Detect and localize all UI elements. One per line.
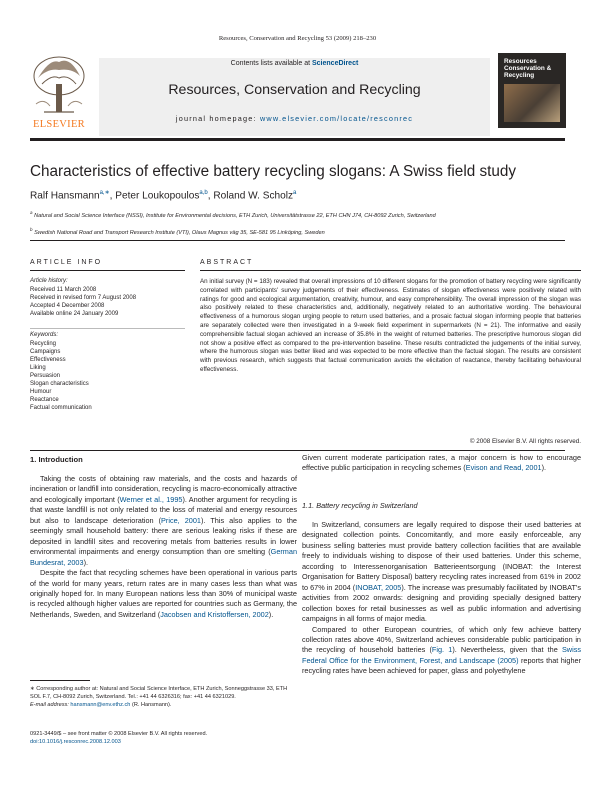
keywords-label: Keywords:: [30, 332, 59, 338]
author-affiliation-mark[interactable]: a: [293, 190, 297, 196]
keyword: Humour: [30, 389, 52, 395]
email-link[interactable]: hansmann@env.ethz.ch: [70, 701, 131, 708]
author-list: [30, 189, 565, 201]
keyword: Liking: [30, 365, 46, 371]
citation-link[interactable]: INOBAT, 2005: [355, 582, 402, 592]
elsevier-wordmark: ELSEVIER: [33, 119, 85, 130]
contents-line: [99, 60, 490, 67]
footnote-rule: [30, 680, 90, 681]
author-name: , Peter Loukopoulos: [109, 190, 200, 202]
author-affiliation-mark[interactable]: a,∗: [99, 190, 110, 196]
citation-link[interactable]: Werner et al., 1995: [119, 494, 183, 504]
email-label: E-mail address:: [30, 701, 69, 708]
keyword: Recycling: [30, 341, 57, 347]
paragraph: Despite the fact that recycling schemes have been operational in various parts of the world for many years, return rates are in many cases less than what was originally hoped for. In many European nations less than 30% of municipal waste is recycled although higher values are reported for countries such as Germany, the Netherlands, Sweden, and Switzerland (Jacobsen and Kristoffersen, 2002).: [30, 568, 297, 619]
citation-link[interactable]: German Bundesrat, 2003: [30, 547, 297, 567]
author-name: Ralf Hansmann: [30, 190, 100, 202]
keyword: Persuasion: [30, 373, 61, 379]
email-after: (R. Hansmann).: [130, 701, 172, 708]
keyword: Reactance: [30, 397, 59, 403]
citation-link[interactable]: Jacobsen and Kristoffersen, 2002: [160, 609, 269, 619]
header-rule: [30, 138, 565, 141]
footnote-text: ∗ Corresponding author at: Natural and Social Science Interface, ETH Zurich, Sonneggstrasse 33, ETH SOL F.7, CH-8092 Zurich, Switzerland. Tel.: +41 44 6326316; fax: +41 44 6321029.: [30, 686, 288, 700]
author-name: , Roland W. Scholz: [207, 190, 294, 202]
abstract-rule: [200, 270, 581, 271]
homepage-prefix: journal homepage:: [175, 114, 260, 123]
page-footer: [30, 730, 298, 746]
affiliation-text: Swedish National Road and Transport Research Institute (VTI), Olaus Magnus väg 35, SE-581 95 Linköping, Sweden: [34, 229, 325, 236]
keyword: Slogan characteristics: [30, 381, 89, 387]
elsevier-logo: [30, 54, 88, 130]
paragraph: Compared to other European countries, of which only few achieve battery collection rates above 40%, Switzerland achieves considerable public participation in the recycling of household batteries (Fig. 1). Nevertheless, given that the Swiss Federal Office for the Environment, Forest, and Landscape (2005) reports that higher recycling rates have been achieved for paper, glass and polyethylene: [302, 624, 581, 676]
footnote-email-line: [30, 702, 298, 710]
running-header: Resources, Conservation and Recycling 53 (2009) 218–230: [218, 35, 377, 42]
contents-prefix: Contents lists available at: [230, 60, 312, 67]
article-info-rule: [30, 270, 185, 271]
affiliation-rule: [30, 240, 565, 241]
affiliation-a: [30, 209, 565, 220]
info-divider: [30, 328, 185, 329]
homepage-link[interactable]: www.elsevier.com/locate/resconrec: [259, 114, 414, 123]
abstract-text: An initial survey (N = 183) revealed that overall impressions of 10 different slogans for the promotion of battery recycling were significantly correlated with participants' survey judgements of their effectiveness. Estimates of slogan effectiveness were positively related with ratings for good and ecological argumentation, creativity, humour, and easy comprehensibility. The overall impression of the slogan was also positively related to these characteristics and, additionally, negatively related to an authoritative wording. The behavioural effectiveness of a humorous slogan urging people to return used batteries, and a prosaic factual slogan informing people that batteries are separately collected were then investigated in a 9-week field experiment in supermarkets (N = 21). The informative and easily comprehensible factual slogan achieved an increase of 35.8% in the weight of returned batteries. The prescriptive humorous slogan did not show a positive effect as compared to the pre-intervention baseline. These results contradicted the judgements of the initial survey, where the humorous slogan was better liked and was expected to be more effective than the factual slogan. The results are consistent with previous research, which suggests that factual communication avoids the elicitation of reactance, thereby facilitating behavioural effectiveness.: [200, 278, 581, 373]
abstract-bottom-rule: [30, 450, 565, 451]
sciencedirect-link[interactable]: ScienceDirect: [312, 60, 359, 67]
affiliation-mark: b: [30, 227, 33, 232]
keyword: Effectiveness: [30, 357, 66, 363]
doi-link[interactable]: doi:10.1016/j.resconrec.2008.12.003: [30, 739, 121, 745]
history-line: Received 11 March 2008: [30, 287, 97, 293]
affiliation-b: [30, 226, 565, 237]
right-column-body: [302, 520, 581, 677]
article-history: [30, 286, 190, 318]
section-heading-introduction: 1. Introduction: [30, 455, 83, 464]
author-affiliation-mark[interactable]: a,b: [199, 190, 208, 196]
article-info-heading: ARTICLE INFO: [30, 259, 103, 266]
citation-link[interactable]: Evison and Read, 2001: [465, 463, 542, 473]
keyword: Factual communication: [30, 405, 92, 411]
history-line: Available online 24 January 2009: [30, 311, 119, 317]
journal-homepage: [99, 114, 490, 123]
right-column-intro: [302, 453, 581, 474]
abstract-heading: ABSTRACT: [200, 259, 254, 266]
keyword: Campaigns: [30, 349, 61, 355]
history-line: Received in revised form 7 August 2008: [30, 295, 137, 301]
paragraph: Taking the costs of obtaining raw materials, and the costs and hazards of incineration or landfill into consideration, recycling is macro-economically attractive and ecologically important (Werner et al., 1995). Another argument for recycling is that waste landfill is not only related to the loss of material and energy resources but also to landscape deterioration (Price, 2001). This also applies to the seemingly small household battery: there are serious leaking risks if these are deposited in landfill sites and recovering metals from batteries results in lower environmental impairments and energy consumption than ore smelting (German Bundesrat, 2003).: [30, 474, 297, 567]
journal-title: Resources, Conservation and Recycling: [168, 82, 421, 98]
abstract-copyright: © 2008 Elsevier B.V. All rights reserved.: [469, 438, 581, 445]
tree-icon: [30, 54, 88, 116]
left-column-body: [30, 474, 297, 620]
article-history-label: Article history:: [30, 278, 68, 284]
cover-image: [504, 84, 560, 122]
history-line: Accepted 4 December 2008: [30, 303, 105, 309]
corresponding-author-footnote: [30, 686, 298, 709]
journal-banner: [99, 58, 490, 136]
citation-link[interactable]: Swiss Federal Office for the Environment, Forest, and Landscape (2005): [302, 645, 581, 665]
affiliation-mark: a: [30, 210, 33, 215]
paragraph: Given current moderate participation rates, a major concern is how to encourage effective public participation in recycling schemes (Evison and Read, 2001).: [302, 453, 581, 473]
figure-link[interactable]: Fig. 1: [431, 645, 453, 655]
affiliation-text: Natural and Social Science Interface (NSSI), Institute for Environmental decisions, ETH Zurich, Universitätstrasse 22, ETH CHN J74, CH-8092 Zurich, Switzerland: [34, 212, 436, 219]
keywords-list: [30, 340, 190, 412]
issn-line: 0921-3449/$ – see front matter © 2008 Elsevier B.V. All rights reserved.: [30, 731, 208, 737]
citation-link[interactable]: Price, 2001: [161, 515, 201, 525]
article-title: Characteristics of effective battery recycling slogans: A Swiss field study: [30, 163, 517, 180]
cover-title: Resources Conservation & Recycling: [504, 58, 552, 79]
subsection-heading-battery-recycling: 1.1. Battery recycling in Switzerland: [302, 501, 418, 510]
paragraph: In Switzerland, consumers are legally required to dispose their used batteries at designated collection points. Concomitantly, and more easily enforceable, any business selling batteries must provide battery collection facilities that are available freely to individuals wishing to dispose of their used batteries. Under this scheme, according to Interessenorganisation Batterieentsorgung (INOBAT: the Interest Organisation for Battery Disposal) battery recycling rates increased from 61% in 2002 to 67% in 2004 (INOBAT, 2005). The increase was presumably facilitated by INOBAT's activities from 2002 onwards: designing and providing specially designed battery collection boxes for retail businesses as well as public information and advertising campaigns in all forms of major media.: [302, 520, 581, 624]
journal-cover: [498, 53, 566, 128]
